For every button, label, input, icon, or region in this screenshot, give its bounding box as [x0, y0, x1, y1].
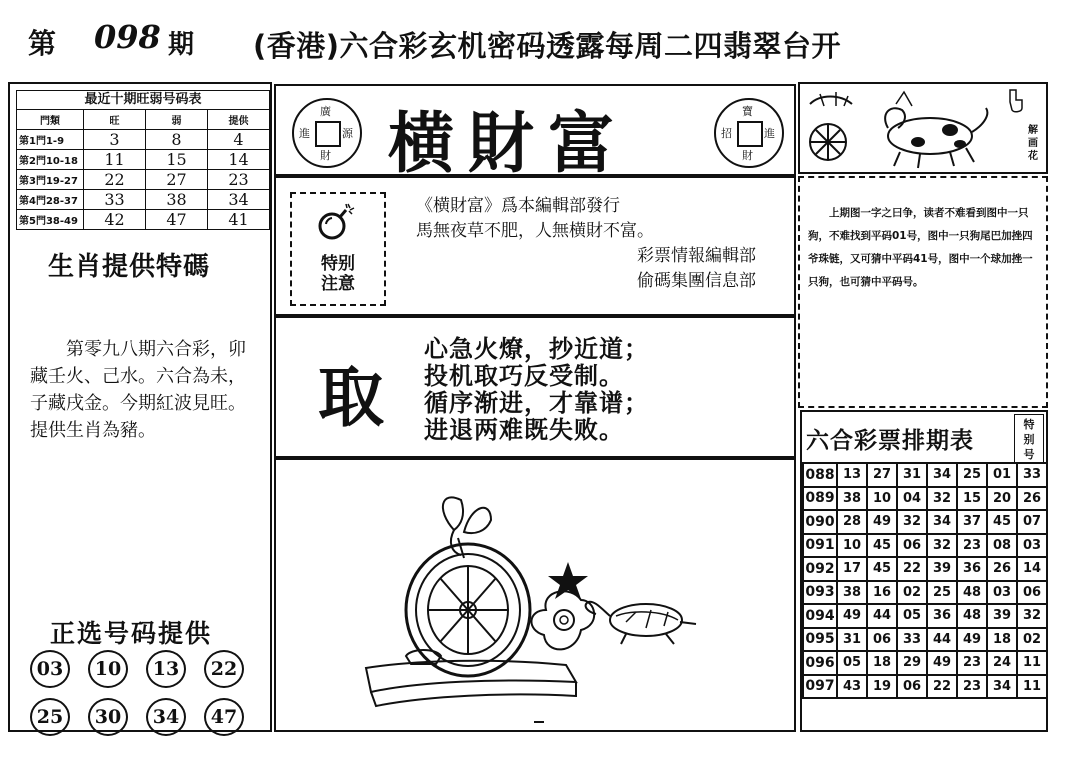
- schedule-number: 06: [897, 534, 927, 558]
- schedule-number: 34: [987, 675, 1017, 699]
- schedule-number: 20: [987, 487, 1017, 511]
- schedule-number: 49: [927, 651, 957, 675]
- schedule-number: 26: [987, 557, 1017, 581]
- riddle-line: 进退两难既失败。: [424, 416, 624, 444]
- cartoon-panel: [798, 82, 1048, 174]
- schedule-number: 45: [987, 510, 1017, 534]
- table-cell: 42: [84, 210, 146, 230]
- schedule-number: 18: [867, 651, 897, 675]
- schedule-number: 19: [867, 675, 897, 699]
- table-cell: 33: [84, 190, 146, 210]
- schedule-issue: 095: [803, 628, 837, 652]
- badge-line: 注意: [321, 274, 355, 294]
- schedule-number: 32: [927, 534, 957, 558]
- coin-hole: [315, 121, 341, 147]
- schedule-number: 38: [837, 487, 867, 511]
- schedule-number: 17: [837, 557, 867, 581]
- schedule-number: 03: [987, 581, 1017, 605]
- schedule-number: 14: [1017, 557, 1047, 581]
- schedule-number: 08: [987, 534, 1017, 558]
- schedule-number: 33: [1017, 463, 1047, 487]
- schedule-row: [803, 581, 1047, 605]
- badge-char: 别: [1023, 433, 1035, 446]
- issue-number: 098: [94, 18, 161, 56]
- pick-number: 25: [30, 698, 70, 736]
- schedule-panel: [800, 410, 1048, 732]
- schedule-row: [803, 463, 1047, 487]
- coin-icon-left: [292, 98, 362, 168]
- badge-char: 特: [1023, 418, 1035, 431]
- schedule-number: 45: [867, 534, 897, 558]
- badge-line: 特别: [321, 254, 355, 274]
- hint-text: 上期图一字之曰争，读者不难看到图中一只狗，不难找到平码01号，图中一只狗尾巴加挫四爷珠链，又可猜中平码41号，图中一个球加挫一只狗，也可猜中平码号。: [808, 207, 1033, 288]
- coin-icon-right: [714, 98, 784, 168]
- schedule-number: 49: [837, 604, 867, 628]
- schedule-number: 45: [867, 557, 897, 581]
- schedule-number: 32: [927, 487, 957, 511]
- schedule-row: [803, 534, 1047, 558]
- coin-char: 財: [320, 149, 331, 162]
- special-notice-badge: [290, 192, 386, 306]
- table-cell: 34: [208, 190, 270, 210]
- schedule-number: 29: [897, 651, 927, 675]
- schedule-issue: 097: [803, 675, 837, 699]
- table-cell: 15: [146, 150, 208, 170]
- pick-number: 47: [204, 698, 244, 736]
- picks-grid: [30, 650, 260, 736]
- riddle-line: 投机取巧反受制。: [424, 362, 624, 390]
- schedule-number: 18: [987, 628, 1017, 652]
- coin-char: 廣: [320, 105, 331, 118]
- pick-number: 10: [88, 650, 128, 688]
- hint-panel: [798, 176, 1048, 408]
- coin-char: 寶: [742, 105, 753, 118]
- schedule-issue: 093: [803, 581, 837, 605]
- schedule-number: 44: [927, 628, 957, 652]
- riddle-line: 心急火燎，抄近道；: [424, 335, 649, 363]
- table-row: [17, 170, 270, 190]
- pointing-hand-icon: [1006, 88, 1026, 114]
- notice-line: 偷碼集團信息部: [637, 271, 756, 291]
- schedule-number: 10: [867, 487, 897, 511]
- table-cell: 14: [208, 150, 270, 170]
- schedule-number: 31: [837, 628, 867, 652]
- schedule-number: 31: [897, 463, 927, 487]
- cartoon-caption: 解画花: [1028, 125, 1038, 162]
- table-cell: 27: [146, 170, 208, 190]
- coin-char: 招: [721, 127, 732, 140]
- coin-hole: [737, 121, 763, 147]
- schedule-number: 22: [927, 675, 957, 699]
- schedule-number: 33: [897, 628, 927, 652]
- schedule-number: 27: [867, 463, 897, 487]
- zodiac-text: 第零九八期六合彩，卯藏壬火、己水。六合為未，子藏戌金。今期紅波見旺。提供生肖為豬。: [30, 339, 246, 441]
- banner-title: 横財富: [388, 104, 628, 182]
- schedule-number: 39: [987, 604, 1017, 628]
- coin-char: 財: [742, 149, 753, 162]
- pick-number: 30: [88, 698, 128, 736]
- notice-line: 彩票情報編輯部: [637, 246, 756, 266]
- schedule-issue: 090: [803, 510, 837, 534]
- schedule-number: 37: [957, 510, 987, 534]
- schedule-row: [803, 651, 1047, 675]
- schedule-number: 11: [1017, 651, 1047, 675]
- schedule-row: [803, 604, 1047, 628]
- schedule-number: 49: [867, 510, 897, 534]
- riddle-line: 循序渐进，才靠谱；: [424, 389, 649, 417]
- page-title: (香港)六合彩玄机密码透露每周二四翡翠台开: [253, 29, 842, 63]
- schedule-number: 32: [1017, 604, 1047, 628]
- schedule-number: 07: [1017, 510, 1047, 534]
- schedule-number: 06: [867, 628, 897, 652]
- schedule-row: [803, 628, 1047, 652]
- schedule-number: 05: [837, 651, 867, 675]
- schedule-number: 25: [957, 463, 987, 487]
- schedule-number: 06: [897, 675, 927, 699]
- schedule-number: 26: [1017, 487, 1047, 511]
- schedule-number: 02: [897, 581, 927, 605]
- table-cell: 38: [146, 190, 208, 210]
- schedule-number: 23: [957, 534, 987, 558]
- table-row: [17, 190, 270, 210]
- schedule-issue: 094: [803, 604, 837, 628]
- schedule-number: 16: [867, 581, 897, 605]
- notice-line: 《横財富》爲本編輯部發行: [416, 196, 620, 216]
- coin-char: 進: [299, 127, 310, 140]
- row-label: 第3門19-27: [17, 170, 84, 190]
- schedule-number: 34: [927, 463, 957, 487]
- riddle-key-char: 取: [318, 358, 384, 436]
- schedule-table: [802, 462, 1048, 699]
- riddle-lines: [424, 336, 649, 444]
- table-cell: 8: [146, 130, 208, 150]
- coin-char: 源: [342, 127, 353, 140]
- pick-number: 34: [146, 698, 186, 736]
- dog-cartoon-illustration: [800, 84, 1010, 172]
- badge-char: 号: [1023, 448, 1035, 461]
- schedule-number: 13: [837, 463, 867, 487]
- schedule-number: 25: [927, 581, 957, 605]
- schedule-number: 23: [957, 651, 987, 675]
- table-cell: 23: [208, 170, 270, 190]
- schedule-number: 11: [1017, 675, 1047, 699]
- zodiac-title: 生肖提供特碼: [48, 252, 211, 282]
- schedule-number: 44: [867, 604, 897, 628]
- column-header: 門類: [17, 110, 84, 130]
- notice-panel: [274, 176, 796, 316]
- special-number-badge: [1014, 414, 1044, 464]
- schedule-number: 36: [957, 557, 987, 581]
- schedule-number: 32: [897, 510, 927, 534]
- notice-line: 馬無夜草不肥，人無横財不富。: [416, 221, 654, 241]
- table-row: [17, 210, 270, 230]
- schedule-number: 03: [1017, 534, 1047, 558]
- schedule-number: 43: [837, 675, 867, 699]
- notice-text: [416, 194, 786, 294]
- schedule-number: 39: [927, 557, 957, 581]
- riddle-picture: [274, 458, 796, 732]
- schedule-number: 23: [957, 675, 987, 699]
- row-label: 第2門10-18: [17, 150, 84, 170]
- schedule-issue: 092: [803, 557, 837, 581]
- schedule-number: 15: [957, 487, 987, 511]
- coin-char: 進: [764, 127, 775, 140]
- schedule-issue: 088: [803, 463, 837, 487]
- schedule-number: 10: [837, 534, 867, 558]
- picks-title: 正选号码提供: [50, 619, 213, 648]
- column-header: 旺: [84, 110, 146, 130]
- schedule-number: 04: [897, 487, 927, 511]
- schedule-number: 36: [927, 604, 957, 628]
- row-label: 第1門1-9: [17, 130, 84, 150]
- schedule-issue: 096: [803, 651, 837, 675]
- left-column: [8, 82, 272, 732]
- schedule-number: 34: [927, 510, 957, 534]
- schedule-row: [803, 487, 1047, 511]
- schedule-number: 24: [987, 651, 1017, 675]
- schedule-issue: 089: [803, 487, 837, 511]
- page-header: [28, 18, 1028, 74]
- table-row: [17, 150, 270, 170]
- history-table: [16, 90, 270, 230]
- pick-number: 03: [30, 650, 70, 688]
- schedule-number: 22: [897, 557, 927, 581]
- banner: [274, 84, 796, 182]
- table-cell: 11: [84, 150, 146, 170]
- table-cell: 3: [84, 130, 146, 150]
- schedule-number: 05: [897, 604, 927, 628]
- schedule-issue: 091: [803, 534, 837, 558]
- schedule-title: 六合彩票排期表: [806, 428, 974, 454]
- table-cell: 4: [208, 130, 270, 150]
- riddle-panel: [274, 316, 796, 458]
- schedule-number: 28: [837, 510, 867, 534]
- table-cell: 47: [146, 210, 208, 230]
- issue-suffix: 期: [168, 30, 195, 60]
- schedule-number: 48: [957, 604, 987, 628]
- issue-prefix: 第: [28, 27, 57, 60]
- special-notice-text: [292, 254, 384, 294]
- schedule-row: [803, 675, 1047, 699]
- schedule-row: [803, 510, 1047, 534]
- table-cell: 22: [84, 170, 146, 190]
- row-label: 第4門28-37: [17, 190, 84, 210]
- schedule-number: 01: [987, 463, 1017, 487]
- pick-number: 13: [146, 650, 186, 688]
- wheel-turtle-illustration: [276, 460, 794, 730]
- schedule-number: 02: [1017, 628, 1047, 652]
- schedule-number: 48: [957, 581, 987, 605]
- schedule-row: [803, 557, 1047, 581]
- history-table-caption: 最近十期旺弱号码表: [16, 90, 270, 109]
- row-label: 第5門38-49: [17, 210, 84, 230]
- schedule-number: 38: [837, 581, 867, 605]
- table-cell: 41: [208, 210, 270, 230]
- pick-number: 22: [204, 650, 244, 688]
- schedule-number: 06: [1017, 581, 1047, 605]
- column-header: 弱: [146, 110, 208, 130]
- bomb-icon: [314, 200, 358, 244]
- column-header: 提供: [208, 110, 270, 130]
- table-row: [17, 130, 270, 150]
- schedule-number: 49: [957, 628, 987, 652]
